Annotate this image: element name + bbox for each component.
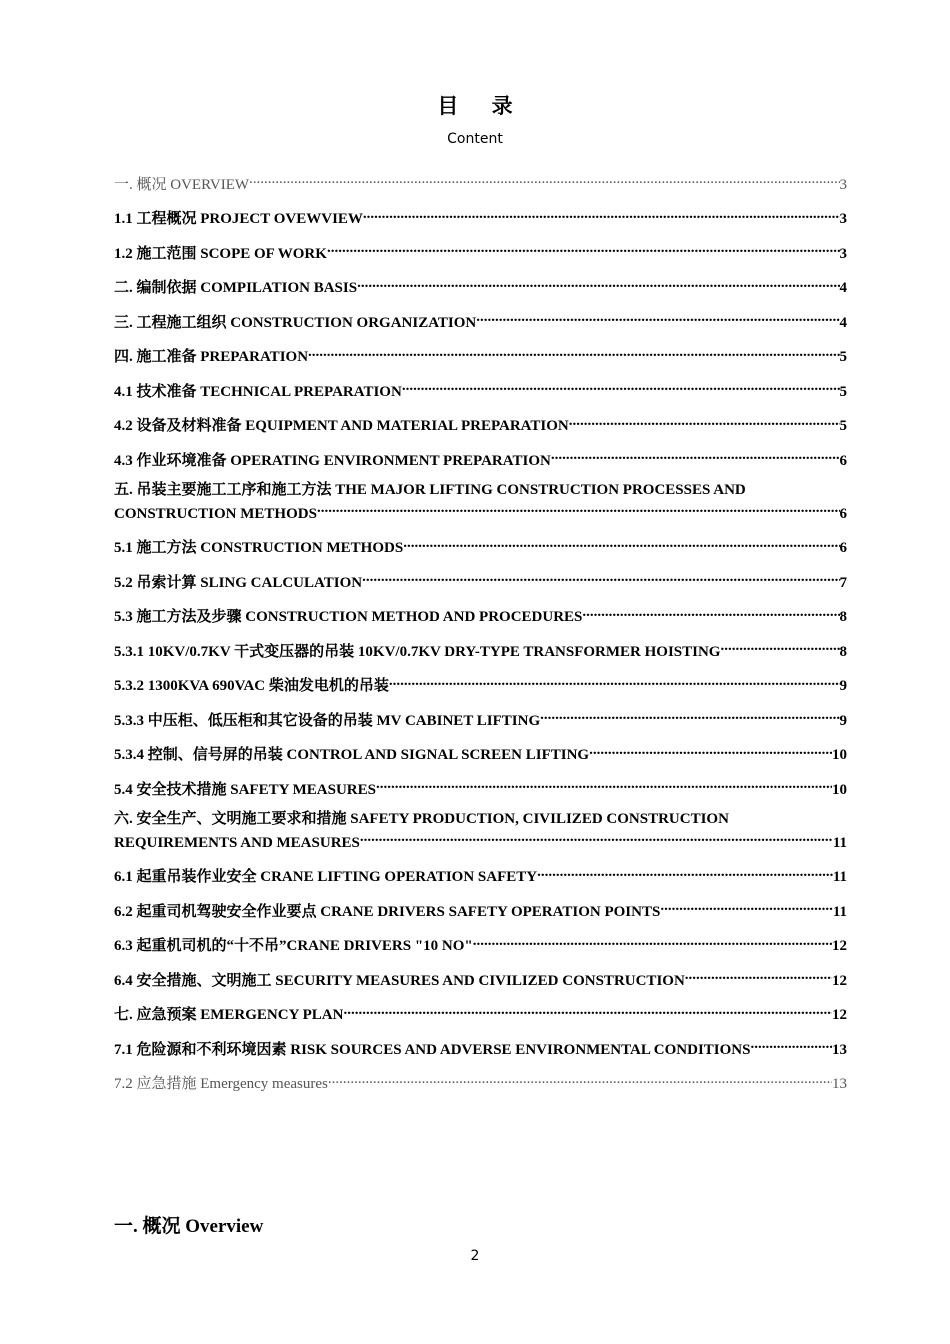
- toc-entry-page: 6: [839, 540, 847, 556]
- toc-entry[interactable]: [114, 274, 847, 298]
- toc-entry-page: 6: [839, 505, 847, 522]
- toc-title: 目 录: [437, 94, 527, 118]
- toc-entry-page: 3: [839, 245, 847, 262]
- toc-entry[interactable]: [114, 1001, 847, 1025]
- toc-entry-text: 4.1 技术准备 TECHNICAL PREPARATION: [114, 383, 402, 400]
- toc-entry-text: 一. 概况 OVERVIEW: [114, 176, 250, 193]
- toc-entry[interactable]: [114, 672, 847, 696]
- toc-entry[interactable]: [114, 603, 847, 627]
- toc-entry-text: 5.4 安全技术措施 SAFETY MEASURES: [114, 781, 376, 798]
- toc-entry[interactable]: [114, 741, 847, 765]
- toc-entry-text: 三. 工程施工组织 CONSTRUCTION ORGANIZATION: [114, 314, 477, 331]
- toc-entry-page: 9: [839, 712, 847, 729]
- toc-leader-dots: [343, 1001, 832, 1020]
- toc-entry-text: 6.4 安全措施、文明施工 SECURITY MEASURES AND CIVILIZED CONSTRUCTION: [114, 972, 685, 989]
- toc-entry[interactable]: [114, 481, 847, 524]
- toc-entry[interactable]: [114, 863, 847, 887]
- toc-entry-page: 8: [839, 643, 847, 660]
- toc-entry-page: 9: [839, 678, 847, 694]
- toc-entry-text: 4.2 设备及材料准备 EQUIPMENT AND MATERIAL PREPARATION: [114, 418, 569, 434]
- toc-entry-page: 12: [832, 938, 847, 954]
- toc-leader-dots: [403, 534, 839, 553]
- toc-leader-dots: [660, 897, 833, 916]
- toc-entry[interactable]: [114, 412, 847, 436]
- toc-leader-dots: [328, 1070, 832, 1089]
- toc-entry[interactable]: [114, 377, 847, 401]
- toc-leader-dots: [720, 637, 839, 656]
- toc-entry-page: 8: [839, 609, 847, 625]
- toc-entry[interactable]: [114, 637, 847, 661]
- toc-entry-text: 四. 施工准备 PREPARATION: [114, 349, 309, 365]
- toc-leader-dots: [249, 170, 839, 189]
- toc-entry[interactable]: [114, 446, 847, 470]
- toc-entry[interactable]: [114, 706, 847, 730]
- toc-entry-page: 13: [832, 1041, 847, 1058]
- toc-entry-text: 5.3.1 10KV/0.7KV 干式变压器的吊装 10KV/0.7KV DRY-TYPE TRANSFORMER HOISTING: [114, 643, 721, 660]
- toc-entry-page: 5: [839, 349, 847, 365]
- toc-entry-text: 5.3 施工方法及步骤 CONSTRUCTION METHOD AND PROCEDURES: [114, 609, 583, 625]
- toc-entry-text: 6.3 起重机司机的“十不吊”CRANE DRIVERS "10 NO": [114, 938, 473, 954]
- toc-leader-dots: [363, 205, 840, 224]
- toc-entry[interactable]: [114, 568, 847, 592]
- toc-entry[interactable]: [114, 966, 847, 990]
- toc-entry[interactable]: [114, 897, 847, 921]
- toc-entry[interactable]: [114, 205, 847, 229]
- toc-entry-page: 10: [832, 747, 847, 763]
- toc-entry[interactable]: [114, 932, 847, 956]
- toc-entry-page: 13: [832, 1076, 847, 1092]
- toc-entry[interactable]: [114, 170, 847, 194]
- toc-entry-text: 5.3.4 控制、信号屏的吊装 CONTROL AND SIGNAL SCREEN LIFTING: [114, 747, 590, 763]
- toc-leader-dots: [476, 308, 839, 327]
- toc-entry[interactable]: [114, 1035, 847, 1059]
- toc-entry-text: 7.1 危险源和不利环境因素 RISK SOURCES AND ADVERSE ENVIRONMENTAL CONDITIONS: [114, 1041, 751, 1058]
- toc-leader-dots: [551, 446, 840, 465]
- toc-entry-page: 11: [832, 834, 847, 851]
- toc-entry-text: CONSTRUCTION METHODS: [114, 505, 317, 522]
- toc-leader-dots: [540, 706, 839, 725]
- toc-entry[interactable]: [114, 343, 847, 367]
- toc-entry-page: 4: [839, 280, 847, 296]
- toc-leader-dots: [589, 741, 832, 760]
- toc-entry-page: 11: [832, 869, 847, 885]
- toc-entry-text: 4.3 作业环境准备 OPERATING ENVIRONMENT PREPARATION: [114, 452, 551, 469]
- toc-leader-dots: [389, 672, 840, 691]
- toc-leader-dots: [317, 499, 840, 518]
- toc-entry[interactable]: [114, 308, 847, 332]
- toc-entry-text: 1.1 工程概况 PROJECT OVEWVIEW: [114, 211, 363, 227]
- toc-entry-page: 4: [839, 314, 847, 331]
- toc-entry-text: 6.2 起重司机驾驶安全作业要点 CRANE DRIVERS SAFETY OPERATION POINTS: [114, 903, 661, 920]
- toc-entry-text: 5.1 施工方法 CONSTRUCTION METHODS: [114, 540, 404, 556]
- toc-entry-text: REQUIREMENTS AND MEASURES: [114, 834, 360, 851]
- toc-subtitle: Content: [447, 131, 503, 147]
- toc-leader-dots: [473, 932, 832, 951]
- toc-entry-text-line1: 六. 安全生产、文明施工要求和措施 SAFETY PRODUCTION, CIVILIZED CONSTRUCTION: [114, 810, 729, 827]
- toc-leader-dots: [360, 828, 833, 847]
- toc-entry[interactable]: [114, 534, 847, 558]
- toc-leader-dots: [537, 863, 833, 882]
- toc-entry-text: 6.1 起重吊装作业安全 CRANE LIFTING OPERATION SAFETY: [114, 869, 538, 885]
- table-of-contents: [114, 170, 847, 1104]
- toc-entry-page: 12: [832, 1007, 847, 1023]
- toc-entry[interactable]: [114, 1070, 847, 1094]
- toc-entry[interactable]: [114, 775, 847, 799]
- toc-entry-text: 5.3.2 1300KVA 690VAC 柴油发电机的吊装: [114, 678, 389, 694]
- section-heading: 一. 概况 Overview: [114, 1216, 264, 1237]
- toc-entry-page: 5: [839, 383, 847, 400]
- toc-entry-text-line1: 五. 吊装主要施工工序和施工方法 THE MAJOR LIFTING CONSTRUCTION PROCESSES AND: [114, 481, 746, 498]
- toc-leader-dots: [308, 343, 839, 362]
- toc-entry-text: 七. 应急预案 EMERGENCY PLAN: [114, 1007, 344, 1023]
- toc-entry-page: 3: [839, 211, 847, 227]
- toc-entry-text: 7.2 应急措施 Emergency measures: [114, 1076, 328, 1092]
- toc-leader-dots: [685, 966, 832, 985]
- page-number: 2: [470, 1248, 480, 1264]
- toc-entry-text: 1.2 施工范围 SCOPE OF WORK: [114, 245, 327, 262]
- toc-leader-dots: [327, 239, 840, 258]
- toc-leader-dots: [376, 775, 832, 794]
- toc-leader-dots: [750, 1035, 832, 1054]
- toc-entry-page: 5: [839, 418, 847, 434]
- toc-entry-page: 7: [839, 574, 847, 591]
- toc-entry-text: 二. 编制依据 COMPILATION BASIS: [114, 280, 358, 296]
- toc-leader-dots: [402, 377, 840, 396]
- toc-leader-dots: [569, 412, 840, 431]
- toc-leader-dots: [582, 603, 839, 622]
- toc-entry-text: 5.3.3 中压柜、低压柜和其它设备的吊装 MV CABINET LIFTING: [114, 712, 541, 729]
- toc-entry[interactable]: [114, 810, 847, 853]
- toc-entry-text: 5.2 吊索计算 SLING CALCULATION: [114, 574, 363, 591]
- toc-entry[interactable]: [114, 239, 847, 263]
- toc-leader-dots: [362, 568, 839, 587]
- toc-entry-page: 11: [832, 903, 847, 920]
- toc-entry-page: 10: [832, 781, 847, 798]
- toc-leader-dots: [357, 274, 839, 293]
- toc-entry-page: 12: [832, 972, 847, 989]
- toc-entry-page: 3: [839, 176, 847, 193]
- toc-entry-page: 6: [839, 452, 847, 469]
